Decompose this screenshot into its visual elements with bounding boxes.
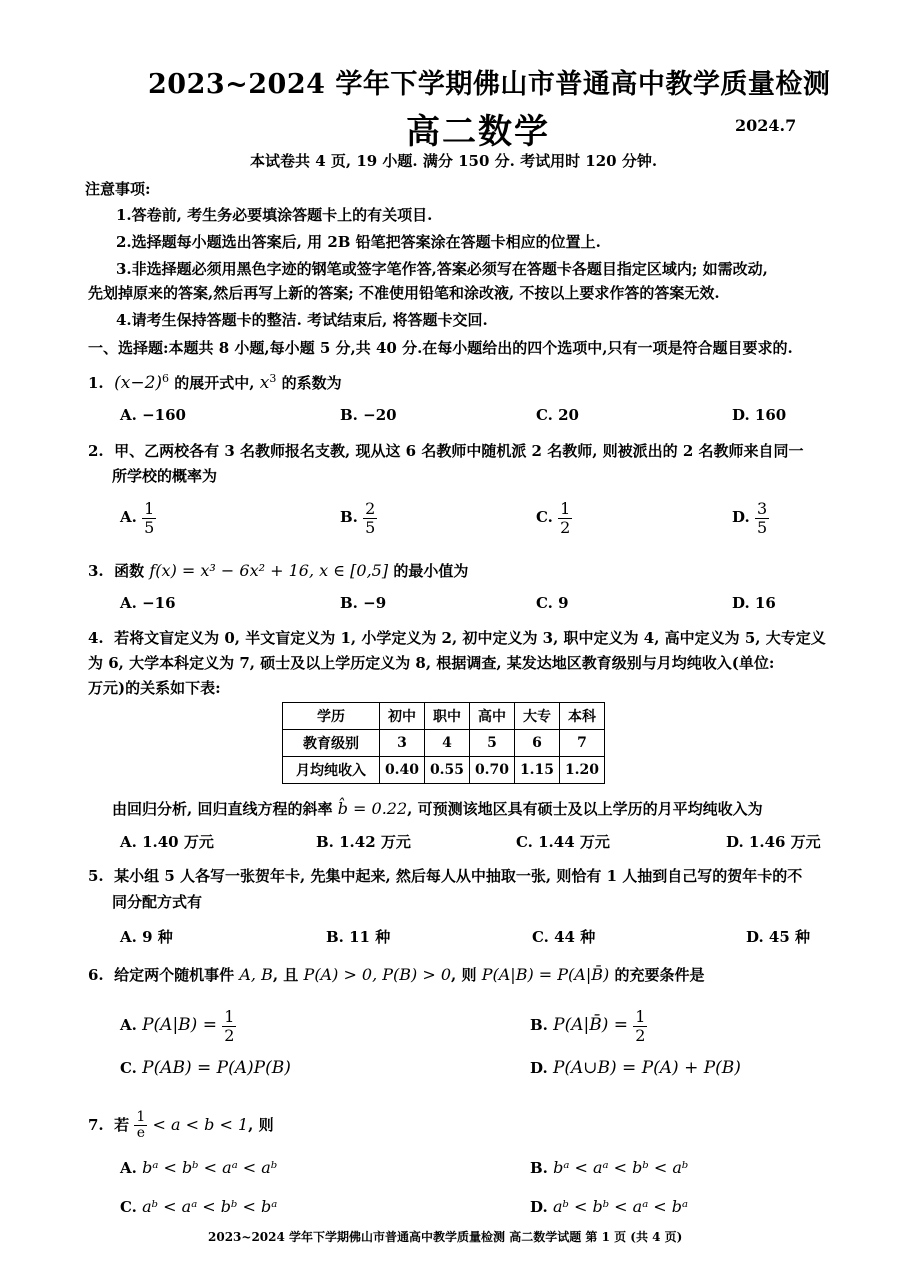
question-text: 某小组 5 人各写一张贺年卡, 先集中起来, 然后每人从中抽取一张, 则恰有 1 人抽到自己写的贺年卡的不	[114, 867, 803, 885]
education-income-table	[282, 702, 605, 784]
fraction: $\frac{3}{5}$	[756, 499, 768, 537]
table-cell: 7	[560, 730, 605, 757]
option-c: C. 20	[536, 406, 579, 424]
option-b: B. bᵃ < aᵃ < bᵇ < aᵇ	[530, 1158, 689, 1177]
question-number: 5.	[88, 867, 104, 885]
question-text: 的系数为	[281, 374, 342, 392]
option-d: D. 160	[732, 406, 787, 424]
table-header-cell: 高中	[470, 703, 515, 730]
table-cell: 0.55	[425, 757, 470, 784]
exponent: 6	[162, 372, 170, 385]
exam-title: 2023~2024 学年下学期佛山市普通高中教学质量检测	[148, 69, 831, 100]
table-cell: 月均纯收入	[283, 757, 380, 784]
option-c: C. P(AB) = P(A)P(B)	[120, 1058, 291, 1078]
fraction: $\frac{1}{2}$	[635, 1007, 646, 1045]
section-heading: 一、选择题:本题共 8 小题,每小题 5 分,共 40 分.在每小题给出的四个选项中,只有一项是符合题目要求的.	[88, 339, 793, 357]
question-text: 的最小值为	[393, 562, 469, 580]
option-d: D. 45 种	[746, 928, 811, 946]
option-b: B. 1.42 万元	[316, 833, 411, 851]
question-number: 7.	[88, 1115, 104, 1134]
question-text: 函数	[114, 562, 145, 580]
option-b: B. −20	[340, 406, 397, 424]
equation-expression: P(A|B) = P(A|B̄)	[481, 965, 610, 984]
table-header-cell: 职中	[425, 703, 470, 730]
note-item: 2.选择题每小题选出答案后, 用 2B 铅笔把答案涂在答题卡相应的位置上.	[116, 233, 601, 251]
note-item: 先划掉原来的答案,然后再写上新的答案; 不准使用铅笔和涂改液, 不按以上要求作答的答案无效.	[88, 284, 720, 302]
exam-date: 2024.7	[735, 116, 797, 135]
question-6: 6. 给定两个随机事件 A, B, 且 P(A) > 0, P(B) > 0, 则 P(A|B) = P(A|B̄) 的充要条件是	[88, 965, 705, 984]
expression: (x−2)	[114, 373, 163, 393]
table-cell: 3	[380, 730, 425, 757]
question-2	[88, 440, 804, 461]
condition-expression: < a < b < 1	[152, 1114, 249, 1134]
fraction: $\frac{1}{e}$	[136, 1109, 146, 1142]
exam-info: 本试卷共 4 页, 19 小题. 满分 150 分. 考试用时 120 分钟.	[250, 152, 658, 170]
table-cell: 教育级别	[283, 730, 380, 757]
question-7: 7. 若 $\frac{1}{e}$ < a < b < 1, 则	[88, 1109, 274, 1142]
fraction: $\frac{1}{2}$	[224, 1007, 235, 1045]
question-text: 甲、乙两校各有 3 名教师报名支教, 现从这 6 名教师中随机派 2 名教师, 则被派出的 2 名教师来自同一	[114, 442, 804, 460]
option-b: B. $\frac{2}{5}$	[340, 499, 376, 537]
table-header-cell: 学历	[283, 703, 380, 730]
option-a: A. P(A|B) = $\frac{1}{2}$	[120, 1007, 235, 1045]
option-a: A. −160	[120, 406, 186, 424]
note-item: 4.请考生保持答题卡的整洁. 考试结束后, 将答题卡交回.	[116, 311, 488, 329]
question-text: 若将文盲定义为 0, 半文盲定义为 1, 小学定义为 2, 初中定义为 3, 职中定义为 4, 高中定义为 5, 大专定义	[114, 629, 826, 647]
question-1	[88, 372, 342, 393]
question-number: 4.	[88, 629, 104, 647]
option-a: A. 9 种	[120, 928, 173, 946]
variable: x	[259, 373, 270, 393]
note-item: 3.非选择题必须用黑色字迹的钢笔或签字笔作答,答案必须写在答题卡各题目指定区域内; 如需改动,	[116, 260, 768, 278]
option-d: D. aᵇ < bᵇ < aᵃ < bᵃ	[530, 1197, 689, 1216]
notes-heading: 注意事项:	[85, 180, 151, 198]
table-cell: 6	[515, 730, 560, 757]
table-cell: 1.15	[515, 757, 560, 784]
question-number: 2.	[88, 442, 104, 460]
question-number: 1.	[88, 374, 104, 392]
option-b: B. P(A|B̄) = $\frac{1}{2}$	[530, 1007, 646, 1045]
question-number: 3.	[88, 562, 104, 580]
table-row	[283, 757, 605, 784]
option-a: A. $\frac{1}{5}$	[120, 499, 155, 537]
option-a: A. −16	[120, 594, 176, 612]
table-header-cell: 大专	[515, 703, 560, 730]
option-d: D. 1.46 万元	[726, 833, 821, 851]
option-d: D. 16	[732, 594, 776, 612]
note-item: 1.答卷前, 考生务必要填涂答题卡上的有关项目.	[116, 206, 433, 224]
table-header-cell: 本科	[560, 703, 605, 730]
fraction: $\frac{1}{5}$	[144, 499, 155, 537]
fraction: $\frac{1}{2}$	[560, 499, 571, 537]
option-b: B. −9	[340, 594, 387, 612]
condition-expression: P(A) > 0, P(B) > 0	[303, 965, 452, 984]
question-text: 为 6, 大学本科定义为 7, 硕士及以上学历定义为 8, 根据调查, 某发达地区教育级别与月均纯收入(单位:	[88, 654, 775, 672]
question-text: 由回归分析, 回归直线方程的斜率 b̂ = 0.22, 可预测该地区具有硕士及以上学历的月平均纯收入为	[112, 799, 763, 818]
question-text: 的展开式中,	[174, 374, 255, 392]
table-cell: 4	[425, 730, 470, 757]
option-c: C. aᵇ < aᵃ < bᵇ < bᵃ	[120, 1197, 278, 1216]
question-text: 所学校的概率为	[112, 467, 218, 485]
option-a: A. bᵃ < bᵇ < aᵃ < aᵇ	[120, 1158, 278, 1177]
function-expression: f(x) = x³ − 6x² + 16, x ∈ [0,5]	[149, 561, 389, 580]
fraction: $\frac{2}{5}$	[365, 499, 376, 537]
question-3	[88, 560, 468, 581]
table-cell: 0.40	[380, 757, 425, 784]
slope-expression: b̂ = 0.22	[337, 799, 408, 818]
question-text: 万元)的关系如下表:	[88, 679, 221, 697]
exponent: 3	[269, 372, 277, 385]
option-d: D. P(A∪B) = P(A) + P(B)	[530, 1058, 741, 1078]
table-header-row	[283, 703, 605, 730]
option-c: C. $\frac{1}{2}$	[536, 499, 571, 537]
table-header-cell: 初中	[380, 703, 425, 730]
events-expression: A, B	[239, 965, 273, 984]
page-footer: 2023~2024 学年下学期佛山市普通高中教学质量检测 高二数学试题 第 1 页 (共 4 页)	[208, 1230, 683, 1244]
table-row	[283, 730, 605, 757]
table-cell: 5	[470, 730, 515, 757]
question-number: 6.	[88, 966, 104, 984]
option-d: D. $\frac{3}{5}$	[732, 499, 768, 537]
option-a: A. 1.40 万元	[120, 833, 214, 851]
table-cell: 1.20	[560, 757, 605, 784]
option-c: C. 44 种	[532, 928, 596, 946]
question-text: 同分配方式有	[112, 893, 203, 911]
option-b: B. 11 种	[326, 928, 391, 946]
option-c: C. 9	[536, 594, 569, 612]
question-5	[88, 865, 802, 886]
subject-title: 高二数学	[406, 112, 550, 152]
question-4	[88, 627, 826, 648]
table-cell: 0.70	[470, 757, 515, 784]
option-c: C. 1.44 万元	[516, 833, 610, 851]
